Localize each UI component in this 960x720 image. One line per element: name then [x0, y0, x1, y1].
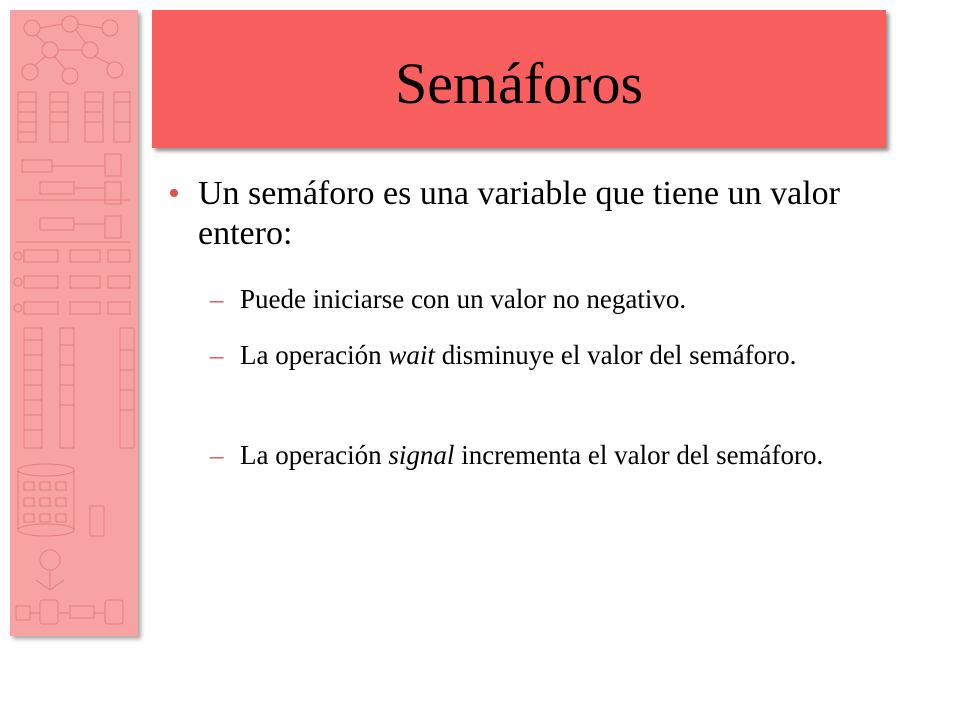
- main-bullet-text: Un semáforo es una variable que tiene un valor entero:: [198, 175, 840, 252]
- bullet-dot-icon: •: [168, 175, 180, 212]
- faded-diagram-illustration: [10, 10, 138, 636]
- wait-keyword: wait: [388, 340, 435, 370]
- dash-icon: –: [210, 340, 224, 370]
- sub-bullet: [210, 282, 890, 316]
- dash-icon: –: [210, 440, 224, 470]
- sub-bullet-text: La operación signal incrementa el valor del semáforo.: [240, 440, 824, 470]
- sub-bullet-text: Puede iniciarse con un valor no negativo.: [240, 284, 687, 314]
- title-banner: [152, 10, 886, 148]
- signal-keyword: signal: [388, 440, 455, 470]
- side-decorative-panel: [10, 10, 138, 636]
- slide-title: Semáforos: [394, 50, 644, 116]
- main-bullet: [168, 174, 888, 254]
- dash-icon: –: [210, 284, 224, 314]
- sub-bullet: [210, 338, 890, 372]
- sub-bullet: [210, 438, 890, 472]
- sub-bullet-text: La operación wait disminuye el valor del semáforo.: [240, 340, 797, 370]
